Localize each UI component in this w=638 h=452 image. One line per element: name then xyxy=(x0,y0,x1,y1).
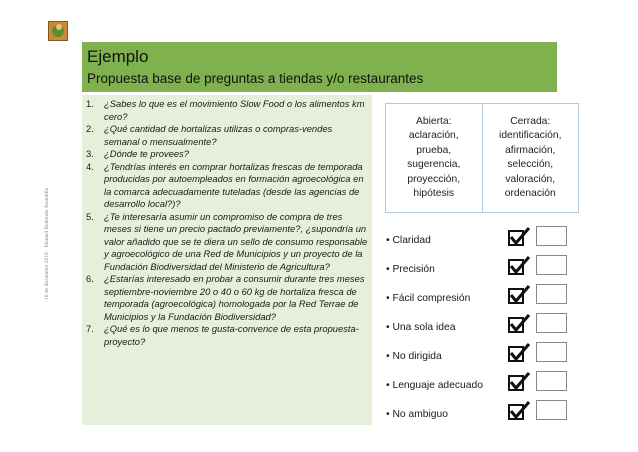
criteria-item xyxy=(386,284,571,313)
score-box[interactable] xyxy=(536,371,567,391)
question-number: 7. xyxy=(86,323,94,334)
question-number: 6. xyxy=(86,273,94,284)
criteria-label: • No ambiguo xyxy=(386,409,448,420)
slide-title: Ejemplo xyxy=(87,47,149,66)
question-item xyxy=(86,273,372,323)
question-item xyxy=(86,123,372,148)
criteria-label: • No dirigida xyxy=(386,351,442,362)
criteria-label: • Una sola idea xyxy=(386,322,456,333)
criteria-item xyxy=(386,400,571,429)
question-text: ¿Dónde te provees? xyxy=(104,148,189,159)
criteria-item xyxy=(386,226,571,255)
logo-dot xyxy=(56,24,62,30)
criteria-item xyxy=(386,371,571,400)
score-box[interactable] xyxy=(536,255,567,275)
criteria-item xyxy=(386,255,571,284)
closed-question-box xyxy=(482,104,579,212)
question-item xyxy=(86,161,372,211)
criteria-label: • Claridad xyxy=(386,235,431,246)
criteria-label: • Lenguaje adecuado xyxy=(386,380,483,391)
questions-list xyxy=(82,95,372,425)
checkbox-check-icon xyxy=(508,256,530,276)
question-text: ¿Qué cantidad de hortalizas utilizas o compras-vendes semanal o mensualmente? xyxy=(104,123,333,147)
criteria-label: • Fácil compresión xyxy=(386,293,471,304)
criteria-list xyxy=(386,226,571,429)
checkbox-check-icon xyxy=(508,343,530,363)
logo-icon xyxy=(48,21,68,41)
question-text: ¿Tendrías interés en comprar hortalizas frescas de temporada producidas por autoempleados en formación agroecológica en la comarca adecuadamente tuteladas (desde las agencias de desarrollo local?)? xyxy=(104,160,364,209)
question-types xyxy=(385,103,579,213)
question-text: ¿Estarías interesado en probar a consumir durante tres meses septiembre-noviembre 20 o 40 o 60 kg de hortaliza fresca de temporada (agroecológica) homologada por la Red Terrae de Municipios y la Fundación Biodiversidad? xyxy=(104,273,365,322)
checkbox-check-icon xyxy=(508,314,530,334)
slide-subtitle: Propuesta base de preguntas a tiendas y/o restaurantes xyxy=(87,71,424,86)
question-item xyxy=(86,98,372,123)
question-text: ¿Sabes lo que es el movimiento Slow Food o los alimentos km cero? xyxy=(104,98,365,122)
open-question-label: Abierta: aclaración, prueba, sugerencia, proyección, hipótesis xyxy=(407,115,461,199)
question-text: ¿Qué es lo que menos te gusta-convence de esta propuesta-proyecto? xyxy=(104,323,359,347)
question-text: ¿Te interesaría asumir un compromiso de compra de tres meses si tiene un precio pactado previamente?, ¿supondría un valor añadido que se te diera un sello de consumo responsable y agroecológico de una Red de Municipios y un proyecto de la Fundación Biodiversidad del Ministerio de Agricultura? xyxy=(104,210,368,272)
question-number: 1. xyxy=(86,98,94,109)
side-note xyxy=(44,160,54,300)
checkbox-check-icon xyxy=(508,227,530,247)
criteria-item xyxy=(386,342,571,371)
score-box[interactable] xyxy=(536,226,567,246)
question-item xyxy=(86,211,372,274)
score-box[interactable] xyxy=(536,342,567,362)
question-number: 5. xyxy=(86,210,94,222)
slide-header xyxy=(82,42,557,92)
score-box[interactable] xyxy=(536,313,567,333)
question-number: 2. xyxy=(86,123,94,134)
side-note-text: 16 de diciembre 2016 · Manuel Redondo Arandilla xyxy=(44,187,50,300)
closed-question-label: Cerrada: identificación, afirmación, selección, valoración, ordenación xyxy=(499,115,562,199)
question-number: 4. xyxy=(86,160,94,172)
checkbox-check-icon xyxy=(508,401,530,421)
score-box[interactable] xyxy=(536,284,567,304)
checkbox-check-icon xyxy=(508,285,530,305)
question-number: 3. xyxy=(86,148,94,159)
checkbox-check-icon xyxy=(508,372,530,392)
criteria-label: • Precisión xyxy=(386,264,435,275)
criteria-item xyxy=(386,313,571,342)
score-box[interactable] xyxy=(536,400,567,420)
question-item xyxy=(86,323,372,348)
question-item xyxy=(86,148,372,161)
open-question-box xyxy=(386,104,482,212)
